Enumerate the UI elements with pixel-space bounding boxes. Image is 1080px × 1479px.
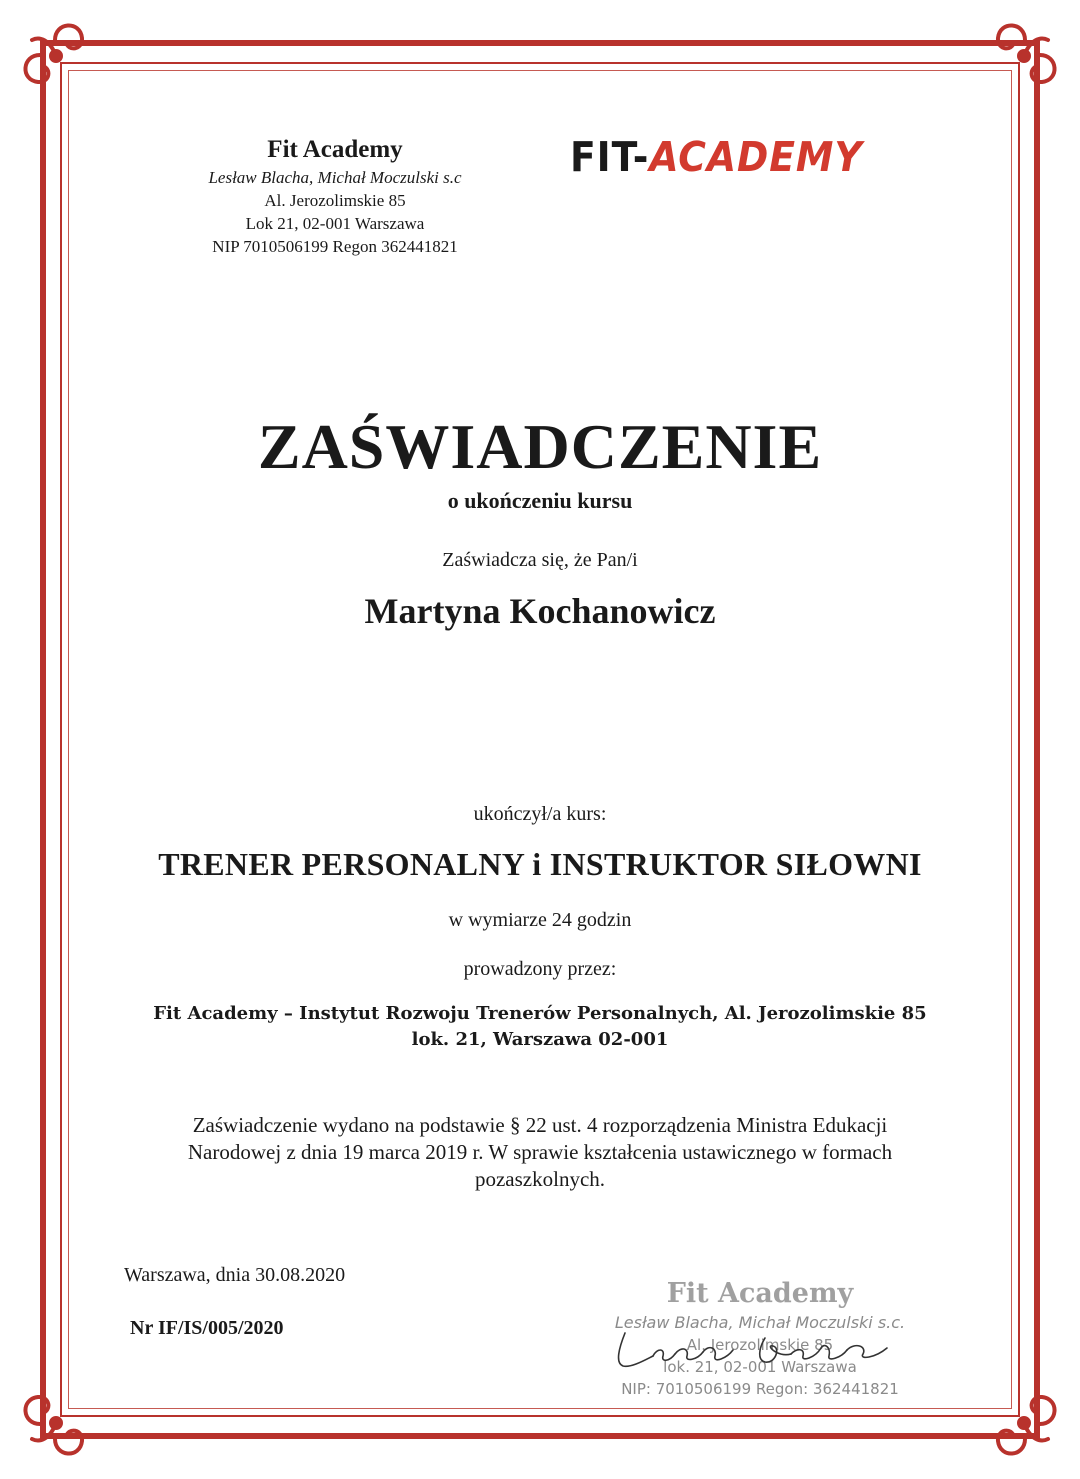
provider-block	[90, 1001, 990, 1053]
issuer-owners: Lesław Blacha, Michał Moczulski s.c	[208, 168, 462, 187]
course-name: TRENER PERSONALNY i INSTRUKTOR SIŁOWNI	[158, 846, 922, 882]
legal-line1: Zaświadczenie wydano na podstawie § 22 ust. 4 rozporządzenia Ministra Edukacji	[192, 1113, 888, 1137]
corner-ornament-icon	[980, 1379, 1070, 1469]
issuer-block	[175, 134, 495, 258]
certificate-intro: Zaświadcza się, że Pan/i	[442, 549, 638, 571]
inner-border-thin	[68, 70, 1012, 1409]
stamp-organization: Fit Academy	[666, 1278, 854, 1309]
legal-basis	[120, 1112, 960, 1193]
corner-ornament-icon	[980, 10, 1070, 100]
stamp-ids: NIP: 7010506199 Regon: 362441821	[621, 1380, 899, 1398]
recipient-name: Martyna Kochanowicz	[364, 591, 716, 631]
logo-part-academy: ACADEMY	[649, 133, 863, 181]
certificate-subtitle: o ukończeniu kursu	[447, 488, 633, 513]
certificate-title: ZAŚWIADCZENIE	[257, 411, 823, 482]
stamp-address-line1: Al. Jerozolimskie 85	[686, 1336, 834, 1354]
issuer-address-line2: Lok 21, 02-001 Warszawa	[245, 214, 425, 233]
corner-ornament-icon	[10, 10, 100, 100]
issue-date: Warszawa, dnia 30.08.2020	[124, 1264, 346, 1286]
signature-icon	[605, 1318, 905, 1378]
provider-line2: lok. 21, Warszawa 02-001	[411, 1029, 669, 1050]
legal-line3: pozaszkolnych.	[474, 1167, 606, 1191]
legal-line2: Narodowej z dnia 19 marca 2019 r. W sprawie kształcenia ustawicznego w formach	[187, 1140, 893, 1164]
stamp-address-line2: lok. 21, 02-001 Warszawa	[663, 1358, 857, 1376]
corner-ornament-icon	[10, 1379, 100, 1469]
logo-part-fit: FIT-	[570, 133, 650, 181]
issuer-name: Fit Academy	[267, 136, 403, 163]
course-hours: w wymiarze 24 godzin	[448, 909, 632, 931]
issuer-ids: NIP 7010506199 Regon 362441821	[212, 237, 458, 256]
completed-label: ukończył/a kurs:	[473, 803, 607, 825]
issuer-address-line1: Al. Jerozolimskie 85	[264, 191, 406, 210]
provider-line1: Fit Academy – Instytut Rozwoju Trenerów Personalnych, Al. Jerozolimskie 85	[153, 1003, 927, 1024]
stamp-owners: Lesław Blacha, Michał Moczulski s.c.	[614, 1313, 906, 1332]
conducted-by-label: prowadzony przez:	[463, 958, 617, 980]
certificate-number: Nr IF/IS/005/2020	[130, 1317, 284, 1339]
fit-academy-logo	[570, 132, 863, 182]
